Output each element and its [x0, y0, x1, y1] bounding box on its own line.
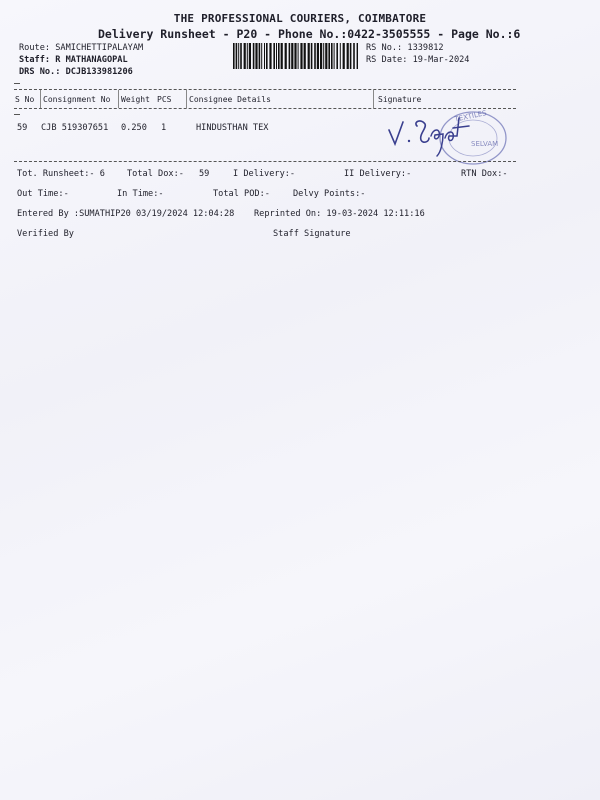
barcode-bar — [311, 43, 313, 69]
row-sno: 59 — [17, 123, 28, 133]
header-consignee: Consignee Details — [189, 95, 271, 104]
col-divider — [186, 90, 187, 108]
svg-text:TEXTILES: TEXTILES — [453, 109, 488, 124]
barcode-bar — [273, 43, 275, 69]
barcode-bar — [300, 43, 302, 69]
barcode-bar — [347, 43, 349, 69]
header-signature: Signature — [378, 95, 422, 104]
barcode-bar — [323, 43, 324, 69]
signature-stamp — [383, 108, 513, 166]
barcode-bar — [340, 43, 341, 69]
barcode-bar — [320, 43, 322, 69]
barcode-bar — [238, 43, 239, 69]
barcode-bar — [291, 43, 293, 69]
table-top-rule — [14, 89, 516, 90]
staff-label: Staff: R MATHANAGOPAL — [19, 55, 128, 65]
barcode-bar — [261, 43, 262, 69]
barcode-bar — [289, 43, 291, 69]
barcode-bar — [264, 43, 265, 69]
barcode-bar — [244, 43, 246, 69]
svg-text:SELVAM: SELVAM — [471, 140, 499, 148]
barcode-bar — [350, 43, 352, 69]
col-divider — [118, 90, 119, 108]
barcode-bar — [317, 43, 319, 69]
barcode-bar — [304, 43, 306, 69]
header-pcs: PCS — [157, 95, 172, 104]
barcode-bar — [334, 43, 335, 69]
rs-date: RS Date: 19-Mar-2024 — [366, 55, 470, 65]
drs-number: DRS No.: DCJB133981206 — [19, 67, 133, 77]
col-divider — [373, 90, 374, 108]
delvy-points: Delvy Points:- — [293, 189, 366, 199]
row-weight: 0.250 — [121, 123, 147, 133]
out-time: Out Time:- — [17, 189, 69, 199]
barcode-bar — [294, 43, 296, 69]
divider-stub — [14, 83, 20, 84]
tot-runsheet: Tot. Runsheet:- 6 — [17, 169, 105, 179]
rs-number: RS No.: 1339812 — [366, 43, 444, 53]
barcode-bar — [249, 43, 251, 69]
barcode-bar — [253, 43, 255, 69]
row-consignment: CJB 519307651 — [41, 123, 109, 133]
total-dox-label: Total Dox:- — [127, 169, 184, 179]
barcode-bar — [298, 43, 299, 69]
barcode-bar — [240, 43, 242, 69]
row-pcs: 1 — [161, 123, 167, 133]
barcode-bar — [308, 43, 310, 69]
barcode-bar — [357, 43, 358, 69]
barcode-bar — [343, 43, 345, 69]
ii-delivery: II Delivery:- — [344, 169, 412, 179]
barcode-bar — [278, 43, 280, 69]
divider-stub — [14, 114, 20, 115]
entered-by: Entered By :SUMATHIP20 03/19/2024 12:04:28 — [17, 209, 235, 219]
header-consignment: Consignment No — [43, 95, 111, 104]
i-delivery: I Delivery:- — [233, 169, 296, 179]
barcode-bar — [255, 43, 257, 69]
barcode-bar — [328, 43, 330, 69]
barcode-bar — [281, 43, 283, 69]
barcode — [233, 43, 358, 69]
barcode-bar — [336, 43, 338, 69]
total-pod: Total POD:- — [213, 189, 270, 199]
barcode-bar — [247, 43, 248, 69]
barcode-bar — [331, 43, 333, 69]
header-weight: Weight — [121, 95, 150, 104]
barcode-bar — [314, 43, 316, 69]
reprinted-on: Reprinted On: 19-03-2024 12:11:16 — [254, 209, 425, 219]
barcode-bar — [285, 43, 287, 69]
route-label: Route: SAMICHETTIPALAYAM — [19, 43, 144, 53]
barcode-bar — [259, 43, 261, 69]
rtn-dox: RTN Dox:- — [461, 169, 508, 179]
barcode-bar — [325, 43, 327, 69]
runsheet-title: Delivery Runsheet - P20 - Phone No.:0422-3505555 - Page No.:6 — [98, 27, 521, 41]
in-time: In Time:- — [117, 189, 164, 199]
col-divider — [40, 90, 41, 108]
barcode-bar — [269, 43, 271, 69]
header-sno: S No — [15, 95, 35, 104]
verified-by: Verified By — [17, 229, 74, 239]
total-dox-value: 59 — [199, 169, 210, 179]
barcode-bar — [266, 43, 268, 69]
barcode-bar — [276, 43, 277, 69]
table-bottom-rule — [14, 161, 516, 162]
barcode-bar — [236, 43, 238, 69]
row-consignee: HINDUSTHAN TEX — [196, 123, 269, 133]
barcode-bar — [353, 43, 355, 69]
staff-signature: Staff Signature — [273, 229, 351, 239]
company-title: THE PROFESSIONAL COURIERS, COIMBATORE — [173, 12, 427, 25]
barcode-bar — [233, 43, 235, 69]
